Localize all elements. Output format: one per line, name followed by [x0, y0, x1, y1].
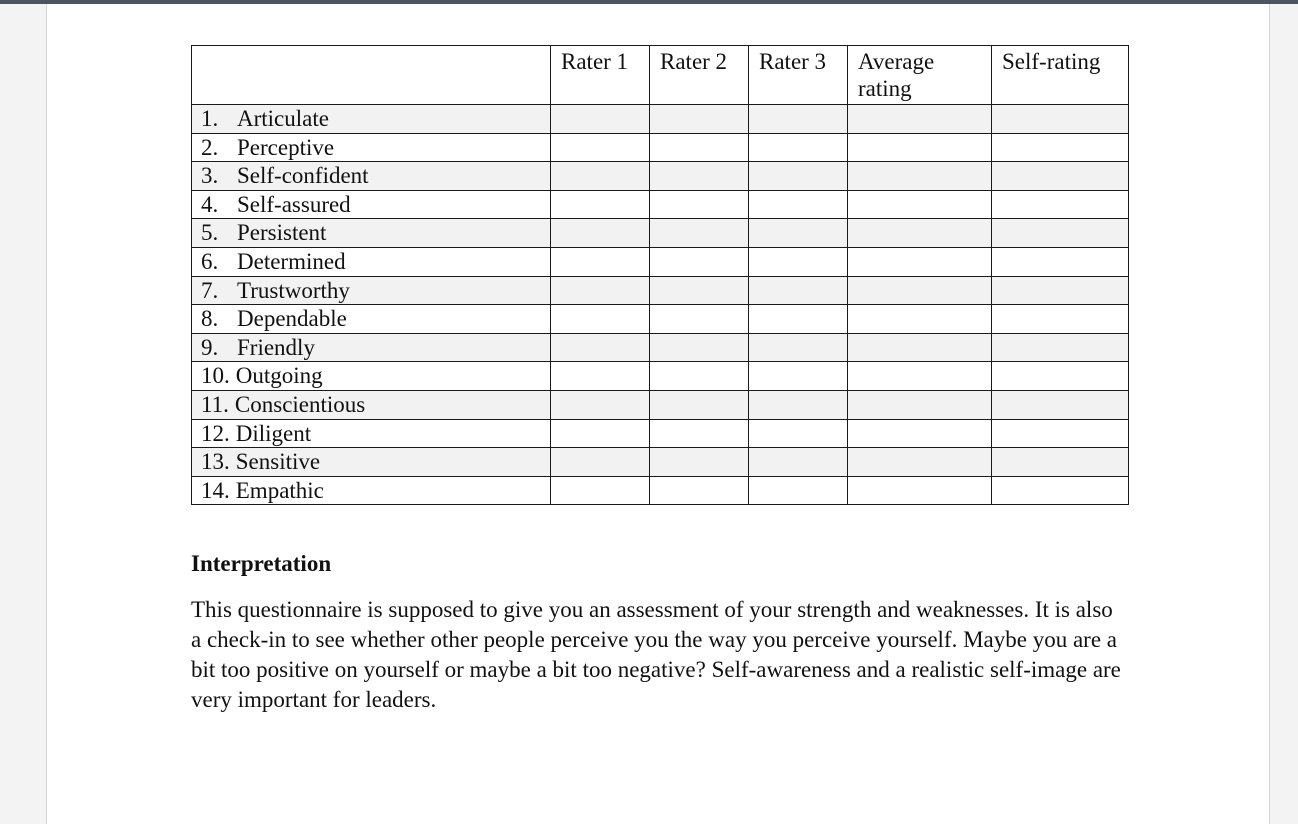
trait-column-header	[192, 46, 551, 105]
average-rating-cell	[848, 476, 992, 505]
rater-2-column-header: Rater 2	[650, 46, 749, 105]
trait-number: 12.	[201, 420, 230, 446]
table-row	[192, 162, 1129, 191]
self-rating-cell	[992, 305, 1129, 334]
self-rating-cell	[992, 333, 1129, 362]
trait-cell	[192, 133, 551, 162]
trait-label: Determined	[237, 248, 346, 274]
rater-3-cell	[749, 247, 848, 276]
self-rating-cell	[992, 362, 1129, 391]
average-rating-cell	[848, 133, 992, 162]
self-rating-cell	[992, 476, 1129, 505]
rater-2-cell	[650, 333, 749, 362]
trait-cell	[192, 247, 551, 276]
rater-2-cell	[650, 219, 749, 248]
trait-number: 1.	[201, 106, 219, 131]
average-rating-cell	[848, 162, 992, 191]
trait-label: Dependable	[237, 306, 347, 332]
self-rating-cell	[992, 419, 1129, 448]
rater-1-column-header: Rater 1	[551, 46, 650, 105]
self-rating-cell	[992, 219, 1129, 248]
self-rating-cell	[992, 448, 1129, 477]
self-rating-cell	[992, 133, 1129, 162]
table-row	[192, 419, 1129, 448]
trait-label: Self-confident	[237, 163, 369, 189]
average-rating-cell	[848, 362, 992, 391]
rater-2-cell	[650, 276, 749, 305]
trait-number: 14.	[201, 477, 230, 503]
rater-3-cell	[749, 305, 848, 334]
rater-3-cell	[749, 333, 848, 362]
average-rating-cell	[848, 247, 992, 276]
rater-2-cell	[650, 362, 749, 391]
rater-2-cell	[650, 419, 749, 448]
self-rating-column-header: Self-rating	[992, 46, 1129, 105]
trait-number: 11.	[201, 391, 229, 417]
rater-1-cell	[551, 476, 650, 505]
table-row	[192, 362, 1129, 391]
trait-cell	[192, 305, 551, 334]
trait-number: 4.	[201, 191, 219, 217]
trait-cell	[192, 390, 551, 419]
trait-label: Diligent	[235, 420, 312, 446]
trait-cell	[192, 190, 551, 219]
rater-3-cell	[749, 219, 848, 248]
rater-2-cell	[650, 305, 749, 334]
average-rating-cell	[848, 190, 992, 219]
rater-1-cell	[551, 419, 650, 448]
trait-label: Perceptive	[237, 134, 335, 160]
rater-1-cell	[551, 390, 650, 419]
trait-cell	[192, 362, 551, 391]
rater-2-cell	[650, 162, 749, 191]
rater-2-cell	[650, 247, 749, 276]
trait-cell	[192, 276, 551, 305]
trait-cell	[192, 105, 551, 134]
interpretation-heading: Interpretation	[191, 551, 332, 576]
trait-number: 9.	[201, 334, 219, 360]
rater-3-cell	[749, 133, 848, 162]
rater-3-cell	[749, 448, 848, 477]
rater-1-cell	[551, 333, 650, 362]
trait-label: Conscientious	[234, 391, 366, 417]
trait-number: 8.	[201, 306, 219, 332]
rater-2-cell	[650, 105, 749, 134]
rater-1-cell	[551, 362, 650, 391]
average-rating-cell	[848, 390, 992, 419]
rater-3-cell	[749, 419, 848, 448]
rating-table	[191, 45, 1129, 505]
trait-label: Self-assured	[237, 191, 351, 217]
trait-cell	[192, 419, 551, 448]
average-rating-column-header: Average rating	[848, 46, 992, 105]
trait-label: Trustworthy	[237, 277, 350, 303]
table-header-row	[192, 46, 1129, 105]
trait-number: 6.	[201, 248, 219, 274]
rater-1-cell	[551, 448, 650, 477]
trait-label: Empathic	[235, 477, 324, 503]
trait-label: Friendly	[237, 334, 315, 360]
trait-number: 2.	[201, 134, 219, 160]
rater-3-cell	[749, 362, 848, 391]
rater-1-cell	[551, 276, 650, 305]
self-rating-cell	[992, 247, 1129, 276]
trait-number: 13.	[201, 449, 230, 475]
table-row	[192, 133, 1129, 162]
table-row	[192, 190, 1129, 219]
rater-2-cell	[650, 190, 749, 219]
average-rating-cell	[848, 448, 992, 477]
rater-3-cell	[749, 162, 848, 191]
rater-3-cell	[749, 190, 848, 219]
table-row	[192, 105, 1129, 134]
rater-1-cell	[551, 105, 650, 134]
table-row	[192, 247, 1129, 276]
average-rating-cell	[848, 419, 992, 448]
self-rating-cell	[992, 162, 1129, 191]
table-row	[192, 333, 1129, 362]
trait-label: Articulate	[237, 106, 329, 131]
self-rating-cell	[992, 190, 1129, 219]
table-row	[192, 476, 1129, 505]
rater-1-cell	[551, 305, 650, 334]
trait-cell	[192, 476, 551, 505]
trait-label: Outgoing	[235, 363, 323, 389]
average-rating-cell	[848, 333, 992, 362]
rater-3-column-header: Rater 3	[749, 46, 848, 105]
trait-number: 5.	[201, 220, 219, 246]
average-rating-cell	[848, 219, 992, 248]
table-row	[192, 390, 1129, 419]
self-rating-cell	[992, 105, 1129, 134]
rater-2-cell	[650, 390, 749, 419]
table-row	[192, 305, 1129, 334]
trait-label: Sensitive	[235, 449, 321, 475]
trait-cell	[192, 162, 551, 191]
rater-2-cell	[650, 133, 749, 162]
rater-2-cell	[650, 476, 749, 505]
trait-cell	[192, 448, 551, 477]
average-rating-cell	[848, 305, 992, 334]
trait-number: 7.	[201, 277, 219, 303]
rater-2-cell	[650, 448, 749, 477]
rater-1-cell	[551, 219, 650, 248]
table-row	[192, 276, 1129, 305]
self-rating-cell	[992, 390, 1129, 419]
average-rating-cell	[848, 276, 992, 305]
rater-1-cell	[551, 247, 650, 276]
rater-3-cell	[749, 390, 848, 419]
rater-3-cell	[749, 105, 848, 134]
trait-cell	[192, 219, 551, 248]
trait-number: 3.	[201, 163, 219, 189]
interpretation-paragraph: This questionnaire is supposed to give you an assessment of your strength and weaknesses. It is also a check-in to see whether other people perceive you the way you perceive yourself. Maybe you are a bit too positive on yourself or maybe a bit too negative? Self-awareness and a realistic self-image are very important for leaders.	[191, 597, 1121, 712]
trait-number: 10.	[201, 363, 230, 389]
trait-cell	[192, 333, 551, 362]
self-rating-cell	[992, 276, 1129, 305]
table-row	[192, 448, 1129, 477]
average-rating-cell	[848, 105, 992, 134]
rater-3-cell	[749, 476, 848, 505]
rater-1-cell	[551, 162, 650, 191]
table-row	[192, 219, 1129, 248]
rater-1-cell	[551, 133, 650, 162]
trait-label: Persistent	[237, 220, 327, 246]
rater-3-cell	[749, 276, 848, 305]
rater-1-cell	[551, 190, 650, 219]
document-page	[46, 4, 1270, 824]
